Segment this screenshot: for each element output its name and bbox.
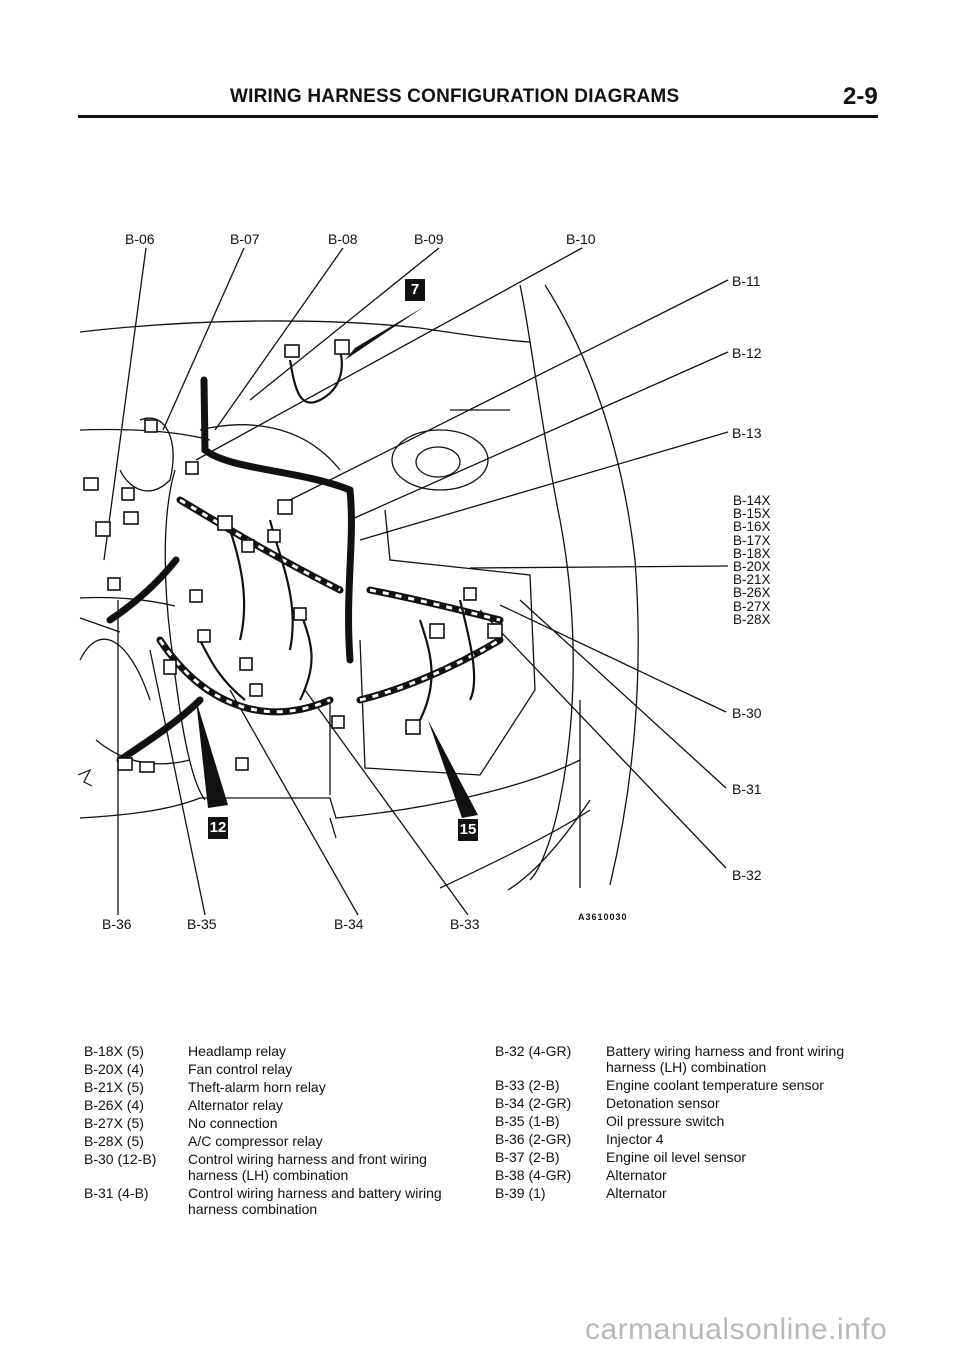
legend-code: B-32 (4-GR): [495, 1043, 572, 1059]
connector-label-b35: B-35: [187, 916, 217, 932]
legend-desc: Battery wiring harness and front wiring harness (LH) combination: [606, 1043, 845, 1075]
connector-label-b32: B-32: [732, 867, 762, 883]
legend-row: [495, 1113, 885, 1131]
legend-code: B-39 (1): [495, 1185, 546, 1201]
legend-code: B-30 (12-B): [84, 1151, 157, 1167]
legend-row: [84, 1097, 464, 1115]
stack-label: B-16X: [733, 519, 771, 535]
connector-label-b09: B-09: [414, 231, 444, 247]
legend-desc: Injector 4: [606, 1131, 664, 1147]
page-title: WIRING HARNESS CONFIGURATION DIAGRAMS: [230, 86, 680, 107]
connector-label-b11: B-11: [732, 273, 761, 289]
legend-desc: Alternator relay: [188, 1097, 283, 1113]
stack-label: B-14X: [733, 493, 771, 508]
connector-label-b31: B-31: [732, 781, 762, 797]
watermark: carmanualsonline.info: [585, 1313, 888, 1346]
connector-label-b06: B-06: [125, 231, 155, 247]
legend-code: B-18X (5): [84, 1043, 144, 1059]
connector-label-b36: B-36: [102, 916, 132, 932]
legend-desc: Alternator: [606, 1185, 667, 1201]
legend-row: [495, 1077, 885, 1095]
legend-code: B-31 (4-B): [84, 1185, 149, 1201]
stack-label: B-20X: [733, 559, 771, 575]
view-tag-7: 7: [405, 279, 425, 301]
stack-label: B-15X: [733, 506, 771, 522]
legend-row: [495, 1167, 885, 1185]
legend-row: [84, 1185, 464, 1219]
legend-row: [495, 1185, 885, 1203]
relay-label-stack: [733, 494, 771, 626]
legend-code: B-20X (4): [84, 1061, 144, 1077]
legend-desc: Alternator: [606, 1167, 667, 1183]
legend-code: B-26X (4): [84, 1097, 144, 1113]
connector-label-b34: B-34: [334, 916, 364, 932]
legend-desc: Theft-alarm horn relay: [188, 1079, 326, 1095]
stack-label: B-18X: [733, 545, 771, 561]
legend-right: [495, 1043, 885, 1203]
legend-row: [84, 1115, 464, 1133]
legend-desc: Engine coolant temperature sensor: [606, 1077, 824, 1093]
connector-label-b13: B-13: [732, 425, 762, 441]
legend-code: B-36 (2-GR): [495, 1131, 572, 1147]
figure-code: A3610030: [578, 912, 628, 922]
legend-code: B-35 (1-B): [495, 1113, 560, 1129]
legend-desc: Oil pressure switch: [606, 1113, 725, 1129]
legend-row: [495, 1043, 885, 1077]
legend-desc: Detonation sensor: [606, 1095, 720, 1111]
legend-desc: Engine oil level sensor: [606, 1149, 747, 1165]
connector-label-b30: B-30: [732, 705, 762, 721]
stack-label: B-28X: [733, 611, 771, 627]
connector-label-b33: B-33: [450, 916, 480, 932]
legend-desc: No connection: [188, 1115, 278, 1131]
view-tag-12: 12: [208, 817, 228, 839]
legend-row: [84, 1079, 464, 1097]
stack-label: B-21X: [733, 572, 771, 588]
legend-row: [84, 1151, 464, 1185]
stack-label: B-27X: [733, 598, 771, 614]
legend-code: B-27X (5): [84, 1115, 144, 1131]
connector-label-b07: B-07: [230, 231, 260, 247]
legend-row: [495, 1095, 885, 1113]
legend-row: [84, 1133, 464, 1151]
connector-label-b12: B-12: [732, 345, 762, 361]
legend-desc: Fan control relay: [188, 1061, 293, 1077]
legend-desc: Control wiring harness and front wiring harness (LH) combination: [188, 1151, 427, 1183]
stack-label: B-26X: [733, 585, 771, 601]
legend-code: B-34 (2-GR): [495, 1095, 572, 1111]
legend-code: B-28X (5): [84, 1133, 144, 1149]
view-tag-15: 15: [458, 819, 478, 841]
legend-code: B-38 (4-GR): [495, 1167, 572, 1183]
legend-left: [84, 1043, 464, 1219]
legend-code: B-33 (2-B): [495, 1077, 560, 1093]
legend-row: [495, 1149, 885, 1167]
legend-code: B-37 (2-B): [495, 1149, 560, 1165]
connector-label-b08: B-08: [328, 231, 358, 247]
connector-label-b10: B-10: [566, 231, 596, 247]
legend-row: [84, 1043, 464, 1061]
legend-desc: Headlamp relay: [188, 1043, 287, 1059]
legend-desc: A/C compressor relay: [188, 1133, 323, 1149]
legend-row: [495, 1131, 885, 1149]
stack-label: B-17X: [733, 532, 771, 548]
page-number: 2-9: [843, 83, 878, 110]
legend-desc: Control wiring harness and battery wiring harness combination: [188, 1185, 442, 1217]
legend-row: [84, 1061, 464, 1079]
legend-code: B-21X (5): [84, 1079, 144, 1095]
